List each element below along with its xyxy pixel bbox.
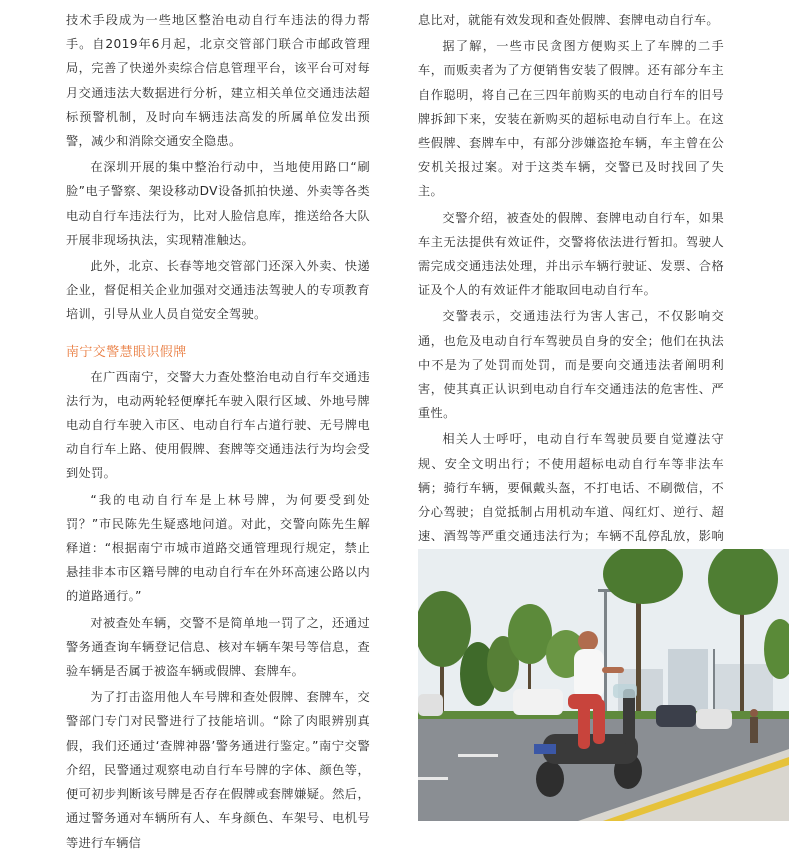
paragraph-shenzhen: 在深圳开展的集中整治行动中，当地使用路口“刷脸”电子警察、架设移动DV设备抓拍快递、外卖等各类电动自行车违法行为，比对人脸信息库，推送给各大队开展非现场执法，实现精准触达。 (66, 160, 370, 247)
paragraph-training: 为了打击盗用他人车号牌和查处假牌、套牌车，交警部门专门对民警进行了技能培训。“除了肉眼辨别真假，我们还通过‘查牌神器’警务通进行鉴定。”南宁交警介绍，民警通过观察电动自行车号牌的字体、颜色等，便可初步判断该号牌是否存在假牌或套牌嫌疑。然后，通过警务通对车辆所有人、车身颜色、车架号、电机号等进行车辆信 (66, 690, 370, 850)
paragraph-nanning-enforcement: 在广西南宁，交警大力查处整治电动自行车交通违法行为，电动两轮轻便摩托车驶入限行区域、外地号牌电动自行车驶入市区、电动自行车占道行驶、无号牌电动自行车上路、使用假牌、套牌等交通违法行为均会受到处罚。 (66, 369, 370, 481)
left-column (66, 8, 370, 855)
paragraph-second-hand: 据了解，一些市民贪图方便购买上了车牌的二手车，而贩卖者为了方便销售安装了假牌。还有部分车主自作聪明，将自己在三四年前购买的电动自行车的旧号牌拆卸下来，安装在新购买的超标电动自行车上。在这些假牌、套牌车中，有部分涉嫌盗抢车辆，车主曾在公安机关报过案。对于这类车辆，交警已及时找回了失主。 (418, 39, 724, 199)
appeal-text: 相关人士呼吁，电动自行车驾驶员要自觉遵法守规、安全文明出行；不使用超标电动自行车等非法车辆；骑行车辆，要佩戴头盔，不打电话、不刷微信，不分心驾驶；自觉抵制占用机动车道、闯红灯、逆行、超速、酒驾等严重交通违法行为；车辆不乱停乱放，影响 (418, 432, 724, 544)
section-title-nanning: 南宁交警慧眼识假牌 (66, 344, 187, 360)
right-column (418, 8, 724, 573)
street-photo-scooter-rider-icon (418, 549, 789, 821)
paragraph-continuation: 息比对，就能有效发现和查处假牌、套牌电动自行车。 (418, 13, 719, 27)
paragraph-citizen-question: “我的电动自行车是上林号牌，为何要受到处罚？”市民陈先生疑惑地问道。对此，交警向陈先生解释道：“根据南宁市城市道路交通管理现行规定，禁止悬挂非本市区籍号牌的电动自行车在外环高速公路以内的道路通行。” (66, 492, 370, 604)
paragraph-tech-means: 技术手段成为一些地区整治电动自行车违法的得力帮手。自2019年6月起，北京交管部门联合市邮政管理局，完善了快递外卖综合信息管理平台，该平台可对每月交通违法大数据进行分析，建立相关单位交通违法超标预警机制，及时向车辆违法高发的所属单位发出预警，减少和消除交通安全隐患。 (66, 13, 370, 149)
street-photo (418, 549, 789, 821)
paragraph-beijing-changchun: 此外，北京、长春等地交管部门还深入外卖、快递企业，督促相关企业加强对交通违法驾驶人的专项教育培训，引导从业人员自觉安全驾驶。 (66, 259, 370, 322)
paragraph-inspection: 对被查处车辆，交警不是简单地一罚了之，还通过警务通查询车辆登记信息、核对车辆车架号等信息，查验车辆是否属于被盗车辆或假牌、套牌车。 (66, 615, 370, 679)
paragraph-police-statement: 交警表示，交通违法行为害人害己，不仅影响交通，也危及电动自行车驾驶员自身的安全；他们在执法中不是为了处罚而处罚，而是要向交通违法者阐明利害，使其真正认识到电动自行车交通违法的危害性、严重性。 (418, 309, 724, 421)
paragraph-impound: 交警介绍，被查处的假牌、套牌电动自行车，如果车主无法提供有效证件，交警将依法进行暂扣。驾驶人需完成交通违法处理，并出示车辆行驶证、发票、合格证及个人的有效证件才能取回电动自行车。 (418, 210, 724, 298)
